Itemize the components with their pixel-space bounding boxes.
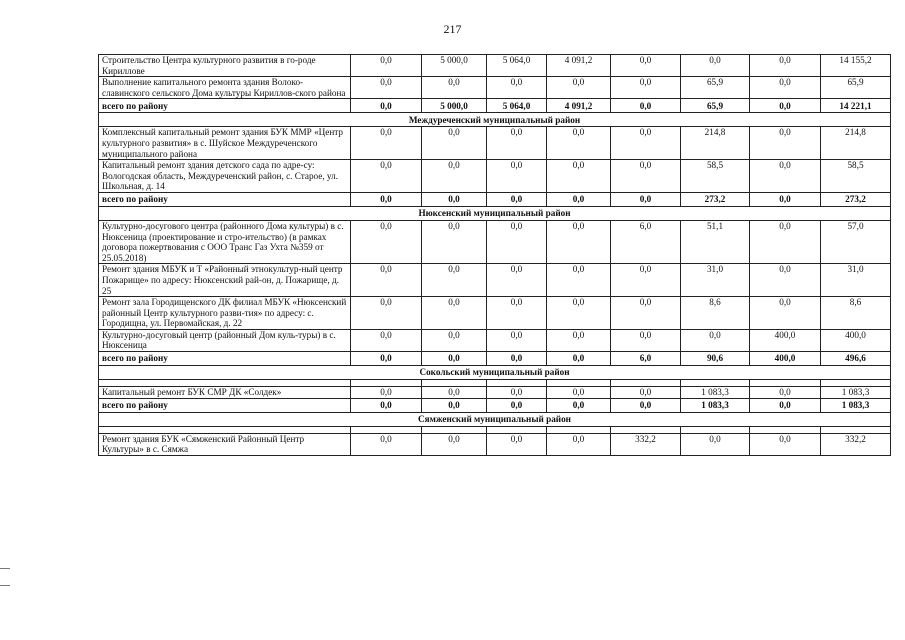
value-cell: 0,0 [487, 297, 547, 330]
spacer-cell [547, 426, 611, 433]
project-name: Строительство Центра культурного развития в го-роде Кириллове [99, 55, 351, 77]
district-total-row [99, 398, 891, 412]
page-number: 217 [443, 22, 462, 36]
value-cell: 0,0 [351, 398, 422, 412]
district-name: Сямженский муниципальный район [99, 412, 891, 426]
value-cell: 0,0 [422, 264, 487, 297]
value-cell: 332,2 [821, 433, 891, 455]
value-cell: 0,0 [351, 329, 422, 351]
value-cell: 0,0 [351, 264, 422, 297]
district-total-row [99, 99, 891, 113]
total-label: всего по району [99, 192, 351, 206]
project-row [99, 329, 891, 351]
value-cell: 0,0 [681, 329, 750, 351]
value-cell: 0,0 [422, 329, 487, 351]
value-cell: 0,0 [351, 387, 422, 399]
spacer-cell [422, 380, 487, 387]
value-cell: 65,9 [821, 77, 891, 99]
value-cell: 58,5 [681, 160, 750, 193]
value-cell: 31,0 [681, 264, 750, 297]
total-label: всего по району [99, 352, 351, 366]
value-cell: 0,0 [547, 352, 611, 366]
value-cell: 0,0 [547, 398, 611, 412]
project-name: Ремонт здания БУК «Сямженский Районный Центр Культуры» в с. Сямжа [99, 433, 351, 455]
value-cell: 31,0 [821, 264, 891, 297]
value-cell: 57,0 [821, 220, 891, 263]
value-cell: 1 083,3 [821, 398, 891, 412]
district-header-row [99, 366, 891, 380]
value-cell: 5 064,0 [487, 55, 547, 77]
value-cell: 0,0 [611, 192, 681, 206]
value-cell: 0,0 [487, 220, 547, 263]
value-cell: 1 083,3 [681, 398, 750, 412]
spacer-cell [487, 426, 547, 433]
value-cell: 0,0 [750, 433, 821, 455]
value-cell: 0,0 [547, 297, 611, 330]
spacer-cell [99, 426, 351, 433]
spacer-cell [99, 380, 351, 387]
district-total-row [99, 192, 891, 206]
value-cell: 0,0 [547, 329, 611, 351]
project-name: Ремонт здания МБУК и Т «Районный этнокультур-ный центр Пожарище» по адресу: Нюксенский рай-он, д. Пожарище, д. 25 [99, 264, 351, 297]
funding-table [98, 54, 891, 456]
value-cell: 0,0 [422, 192, 487, 206]
value-cell: 0,0 [611, 329, 681, 351]
value-cell: 0,0 [547, 387, 611, 399]
value-cell: 0,0 [547, 127, 611, 160]
value-cell: 0,0 [750, 99, 821, 113]
project-row [99, 433, 891, 455]
value-cell: 0,0 [611, 77, 681, 99]
value-cell: 0,0 [547, 433, 611, 455]
value-cell: 0,0 [487, 352, 547, 366]
value-cell: 0,0 [750, 55, 821, 77]
value-cell: 14 155,2 [821, 55, 891, 77]
value-cell: 0,0 [611, 297, 681, 330]
value-cell: 65,9 [681, 99, 750, 113]
value-cell: 214,8 [681, 127, 750, 160]
value-cell: 8,6 [681, 297, 750, 330]
value-cell: 273,2 [681, 192, 750, 206]
value-cell: 6,0 [611, 352, 681, 366]
value-cell: 0,0 [611, 264, 681, 297]
district-header-row [99, 206, 891, 220]
project-name: Капитальный ремонт БУК СМР ДК «Солдек» [99, 387, 351, 399]
spacer-cell [547, 380, 611, 387]
project-row [99, 55, 891, 77]
value-cell: 0,0 [547, 192, 611, 206]
value-cell: 0,0 [351, 192, 422, 206]
value-cell: 0,0 [487, 127, 547, 160]
project-row [99, 387, 891, 399]
value-cell: 0,0 [611, 387, 681, 399]
value-cell: 0,0 [681, 433, 750, 455]
value-cell: 0,0 [750, 77, 821, 99]
value-cell: 0,0 [422, 220, 487, 263]
value-cell: 0,0 [351, 352, 422, 366]
spacer-cell [487, 380, 547, 387]
spacer-cell [611, 426, 681, 433]
value-cell: 0,0 [351, 77, 422, 99]
value-cell: 0,0 [422, 160, 487, 193]
value-cell: 6,0 [611, 220, 681, 263]
value-cell: 0,0 [750, 387, 821, 399]
value-cell: 0,0 [422, 398, 487, 412]
value-cell: 0,0 [422, 387, 487, 399]
value-cell: 14 221,1 [821, 99, 891, 113]
value-cell: 0,0 [487, 264, 547, 297]
value-cell: 0,0 [487, 77, 547, 99]
spacer-cell [821, 380, 891, 387]
value-cell: 0,0 [750, 160, 821, 193]
value-cell: 4 091,2 [547, 99, 611, 113]
project-name: Выполнение капитального ремонта здания Волоко-славинского сельского Дома культуры Кириллов-ского района [99, 77, 351, 99]
value-cell: 65,9 [681, 77, 750, 99]
total-label: всего по району [99, 398, 351, 412]
project-row [99, 127, 891, 160]
value-cell: 0,0 [422, 77, 487, 99]
district-total-row [99, 352, 891, 366]
value-cell: 0,0 [750, 192, 821, 206]
table-body [99, 55, 891, 456]
value-cell: 0,0 [547, 264, 611, 297]
project-name: Комплексный капитальный ремонт здания БУК ММР «Центр культурного развития» в с. Шуйское Междуреченского муниципального района [99, 127, 351, 160]
district-name: Междуреченский муниципальный район [99, 113, 891, 127]
value-cell: 0,0 [547, 160, 611, 193]
spacer-cell [422, 426, 487, 433]
value-cell: 0,0 [487, 387, 547, 399]
value-cell: 0,0 [547, 77, 611, 99]
spacer-cell [750, 380, 821, 387]
value-cell: 5 064,0 [487, 99, 547, 113]
spacer-cell [351, 380, 422, 387]
value-cell: 0,0 [487, 398, 547, 412]
value-cell: 5 000,0 [422, 99, 487, 113]
value-cell: 0,0 [750, 264, 821, 297]
value-cell: 400,0 [750, 352, 821, 366]
value-cell: 0,0 [351, 433, 422, 455]
value-cell: 90,6 [681, 352, 750, 366]
spacer-cell [821, 426, 891, 433]
margin-mark [0, 568, 10, 569]
total-label: всего по району [99, 99, 351, 113]
value-cell: 0,0 [351, 127, 422, 160]
value-cell: 0,0 [351, 55, 422, 77]
value-cell: 400,0 [750, 329, 821, 351]
value-cell: 0,0 [611, 127, 681, 160]
value-cell: 214,8 [821, 127, 891, 160]
spacer-cell [611, 380, 681, 387]
value-cell: 8,6 [821, 297, 891, 330]
project-row [99, 220, 891, 263]
value-cell: 0,0 [547, 220, 611, 263]
spacer-cell [351, 426, 422, 433]
spacer-row [99, 380, 891, 387]
value-cell: 5 000,0 [422, 55, 487, 77]
value-cell: 0,0 [611, 160, 681, 193]
value-cell: 0,0 [422, 127, 487, 160]
project-row [99, 77, 891, 99]
value-cell: 0,0 [351, 297, 422, 330]
value-cell: 0,0 [681, 55, 750, 77]
value-cell: 0,0 [611, 99, 681, 113]
value-cell: 273,2 [821, 192, 891, 206]
value-cell: 1 083,3 [681, 387, 750, 399]
value-cell: 0,0 [487, 192, 547, 206]
project-row [99, 297, 891, 330]
district-name: Нюксенский муниципальный район [99, 206, 891, 220]
spacer-cell [681, 380, 750, 387]
value-cell: 0,0 [487, 329, 547, 351]
value-cell: 0,0 [750, 297, 821, 330]
district-header-row [99, 412, 891, 426]
value-cell: 51,1 [681, 220, 750, 263]
spacer-cell [750, 426, 821, 433]
project-name: Ремонт зала Городищенского ДК филиал МБУК «Нюксенский районный Центр культурного разви-тия» по адресу: с. Городищна, ул. Первомайская, д. 22 [99, 297, 351, 330]
value-cell: 0,0 [487, 160, 547, 193]
value-cell: 0,0 [351, 160, 422, 193]
value-cell: 400,0 [821, 329, 891, 351]
value-cell: 0,0 [750, 220, 821, 263]
value-cell: 0,0 [422, 352, 487, 366]
value-cell: 0,0 [422, 433, 487, 455]
project-row [99, 160, 891, 193]
value-cell: 4 091,2 [547, 55, 611, 77]
spacer-row [99, 426, 891, 433]
value-cell: 0,0 [611, 398, 681, 412]
value-cell: 1 083,3 [821, 387, 891, 399]
value-cell: 0,0 [611, 55, 681, 77]
value-cell: 0,0 [351, 220, 422, 263]
district-header-row [99, 113, 891, 127]
margin-mark [0, 585, 10, 586]
value-cell: 58,5 [821, 160, 891, 193]
value-cell: 496,6 [821, 352, 891, 366]
project-name: Культурно-досугового центра (районного Дома культуры) в с. Нюксеница (проектирование и стро-ительство) (в рамках договора пожертвования с ООО Транс Газ Ухта №359 от 25.05.2018) [99, 220, 351, 263]
value-cell: 0,0 [750, 127, 821, 160]
spacer-cell [681, 426, 750, 433]
value-cell: 0,0 [750, 398, 821, 412]
project-name: Культурно-досуговый центр (районный Дом куль-туры) в с. Нюксеница [99, 329, 351, 351]
district-name: Сокольский муниципальный район [99, 366, 891, 380]
value-cell: 0,0 [422, 297, 487, 330]
value-cell: 0,0 [351, 99, 422, 113]
project-row [99, 264, 891, 297]
project-name: Капитальный ремонт здания детского сада по адре-су: Вологодская область, Междуреченский район, с. Старое, ул. Школьная, д. 14 [99, 160, 351, 193]
value-cell: 332,2 [611, 433, 681, 455]
value-cell: 0,0 [487, 433, 547, 455]
